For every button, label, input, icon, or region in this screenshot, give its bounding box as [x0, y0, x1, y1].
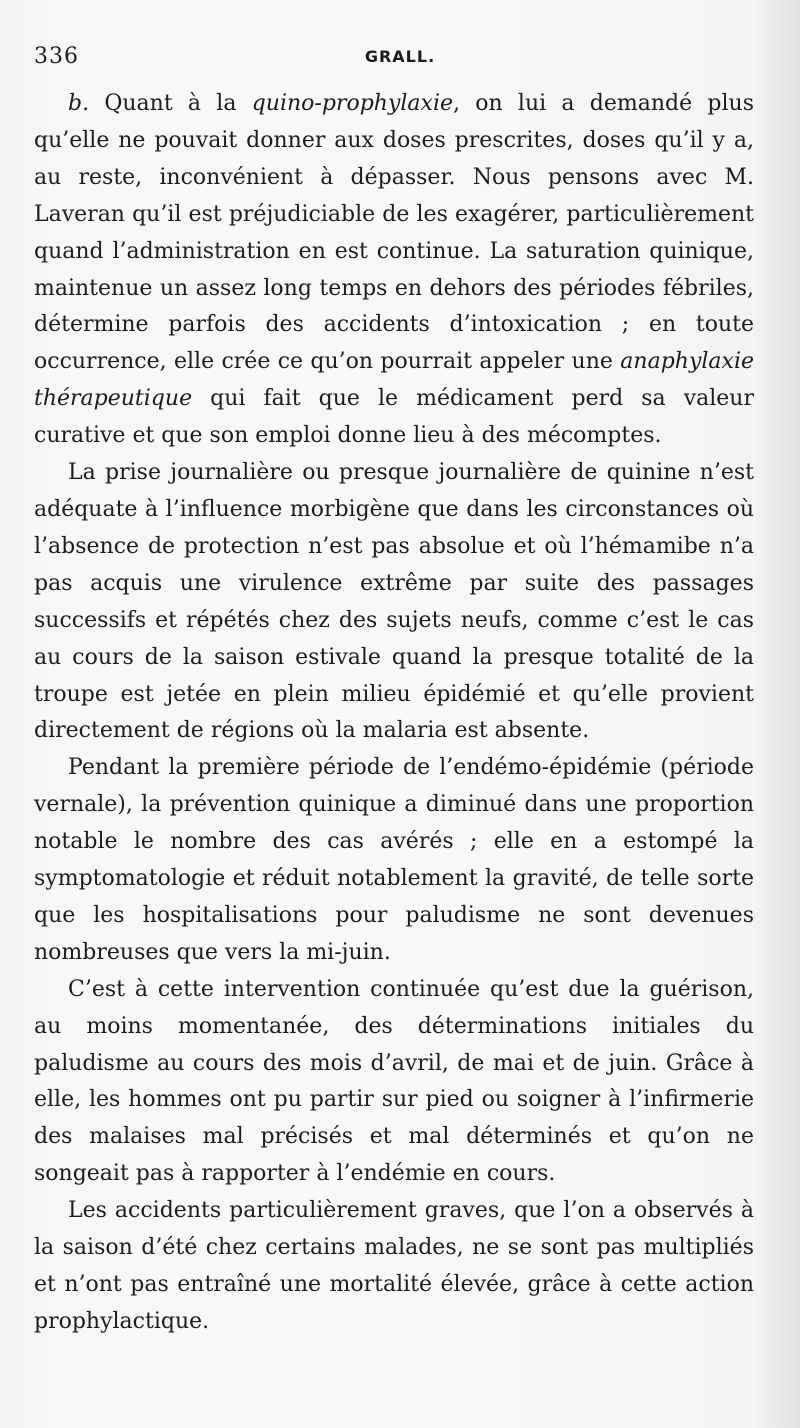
text-run: C’est à cette intervention continuée qu’est due la guérison, au moins momentanée, des déterminations initiales du paludisme au cours des mois d’avril, de mai et de juin. Grâce à elle, les hommes ont pu partir sur pied ou soigner à l’infirmerie des malaises mal précisés et mal déterminés et qu’on ne songeait pas à rapporter à l’endémie en cours. [34, 976, 754, 1187]
text-run: , on lui a demandé plus qu’elle ne pouvait donner aux doses prescrites, doses qu’il y a, au reste, inconvénient à dépasser. Nous pensons avec M. Laveran qu’il est préjudiciable de les exagérer, particulièrement quand l’administration en est continue. La saturation quinique, maintenue un assez long temps en dehors des périodes fébriles, détermine parfois des accidents d’intoxication ; en toute occurrence, elle crée ce qu’on pourrait appeler une [34, 91, 754, 375]
paragraph [34, 972, 754, 1193]
text-run: Les accidents particulièrement graves, que l’on a observés à la saison d’été chez certains malades, ne se sont pas multipliés et n’ont pas entraîné une mortalité élevée, grâce à cette action prophylactique. [34, 1198, 754, 1334]
text-run: Pendant la première période de l’endémo-épidémie (période vernale), la prévention quinique a diminué dans une proportion notable le nombre des cas avérés ; elle en a estompé la symptomatologie et réduit notablement la gravité, de telle sorte que les hospitalisations pour paludisme ne sont devenues nombreuses que vers la mi-juin. [34, 755, 754, 965]
italic-text: b. [68, 91, 90, 116]
paragraph [34, 750, 754, 971]
running-head: GRALL. [364, 47, 436, 66]
text-run: Quant à la [89, 91, 252, 116]
italic-text: anaphylaxie thérapeutique [34, 349, 754, 412]
italic-text: quino-prophylaxie [251, 91, 453, 116]
page-number: 336 [34, 44, 79, 69]
body-text [34, 86, 754, 1341]
page-header [34, 44, 766, 76]
paragraph [34, 455, 754, 750]
text-run: La prise journalière ou presque journalière de quinine n’est adéquate à l’influence morbigène que dans les circonstances où l’absence de protection n’est pas absolue et où l’hémamibe n’a pas acquis une virulence extrême par suite des passages successifs et répétés chez des sujets neufs, comme c’est le cas au cours de la saison estivale quand la presque totalité de la troupe est jetée en plein milieu épidémié et qu’elle provient directement de régions où la malaria est absente. [34, 460, 754, 744]
paragraph [34, 86, 754, 455]
text-run: qui fait que le médicament perd sa valeur curative et que son emploi donne lieu à des mécomptes. [34, 386, 754, 449]
paragraph [34, 1193, 754, 1341]
